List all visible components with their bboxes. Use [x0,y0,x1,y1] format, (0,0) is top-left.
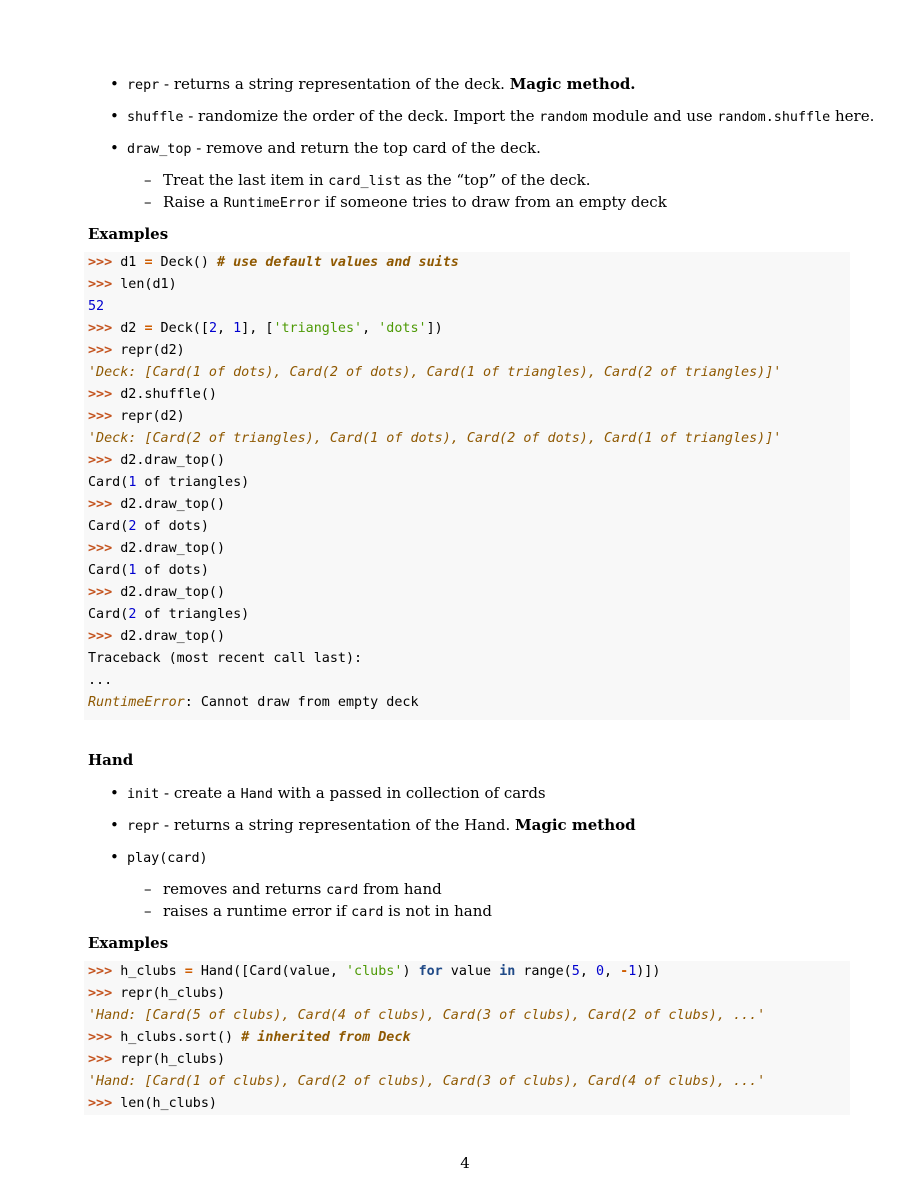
code-line: >>> repr(d2) [88,343,185,358]
code-line: 'Hand: [Card(1 of clubs), Card(2 of clubs), Card(3 of clubs), Card(4 of clubs), ...' [88,1074,766,1089]
hand-heading: Hand [88,751,134,769]
code-line: ... [88,673,113,688]
method-name-hand-repr: repr [127,819,160,834]
code-line: >>> len(h_clubs) [88,1096,217,1111]
method-name-repr: repr [127,78,160,93]
method-name-shuffle: shuffle [127,110,184,125]
code-line: RuntimeError: Cannot draw from empty deck [88,695,419,710]
code-line: >>> d2.draw_top() [88,541,226,556]
code-line: >>> repr(h_clubs) [88,1052,226,1067]
code-line: Traceback (most recent call last): [88,651,363,666]
code-line: 'Deck: [Card(2 of triangles), Card(1 of dots), Card(2 of dots), Card(1 of triangles)]' [88,431,782,446]
code-block-deck [84,252,850,720]
bullet-draw-top: • draw_top - remove and return the top card of the deck. [127,138,541,160]
code-line: >>> d2.draw_top() [88,497,226,512]
bullet-hand-repr: • repr - returns a string representation of the Hand. Magic method [127,815,636,837]
examples-heading-deck: Examples [88,225,169,243]
bullet-init: • init - create a Hand with a passed in collection of cards [127,783,546,805]
code-line: >>> d2.draw_top() [88,453,226,468]
code-line: >>> h_clubs.sort() # inherited from Deck [88,1030,411,1045]
code-line: >>> d2 = Deck([2, 1], ['triangles', 'dots']) [88,321,443,336]
code-line: 'Deck: [Card(1 of dots), Card(2 of dots), Card(1 of triangles), Card(2 of triangles)]' [88,365,782,380]
code-line: >>> len(d1) [88,277,177,292]
method-name-draw-top: draw_top [127,142,192,157]
method-name-init: init [127,787,160,802]
code-line: >>> d2.draw_top() [88,585,226,600]
code-block-hand [84,961,850,1115]
code-line: >>> repr(d2) [88,409,185,424]
code-line: 'Hand: [Card(5 of clubs), Card(4 of clubs), Card(3 of clubs), Card(2 of clubs), ...' [88,1008,766,1023]
code-line: Card(1 of dots) [88,563,209,578]
code-line: >>> d2.draw_top() [88,629,226,644]
examples-heading-hand: Examples [88,934,169,952]
bullet-repr: • repr - returns a string representation of the deck. Magic method. [127,74,636,96]
method-name-play: play(card) [127,851,208,866]
sub-bullet-removes: – removes and returns card from hand [163,879,442,901]
code-line: >>> repr(h_clubs) [88,986,226,1001]
code-line: 52 [88,299,105,314]
page-number: 4 [460,1154,470,1172]
code-line: Card(2 of dots) [88,519,209,534]
code-line: >>> d2.shuffle() [88,387,217,402]
code-line: >>> d1 = Deck() # use default values and suits [88,255,459,270]
bullet-play [127,847,208,869]
bullet-shuffle: • shuffle - randomize the order of the deck. Import the random module and use random.shuffle here. [127,106,874,128]
code-line: >>> h_clubs = Hand([Card(value, 'clubs') for value in range(5, 0, -1)]) [88,964,661,979]
code-line: Card(1 of triangles) [88,475,250,490]
code-line: Card(2 of triangles) [88,607,250,622]
sub-bullet-runtime-error: – Raise a RuntimeError if someone tries to draw from an empty deck [163,192,667,214]
sub-bullet-top-card: – Treat the last item in card_list as the “top” of the deck. [163,170,591,192]
sub-bullet-raises: – raises a runtime error if card is not in hand [163,901,492,923]
